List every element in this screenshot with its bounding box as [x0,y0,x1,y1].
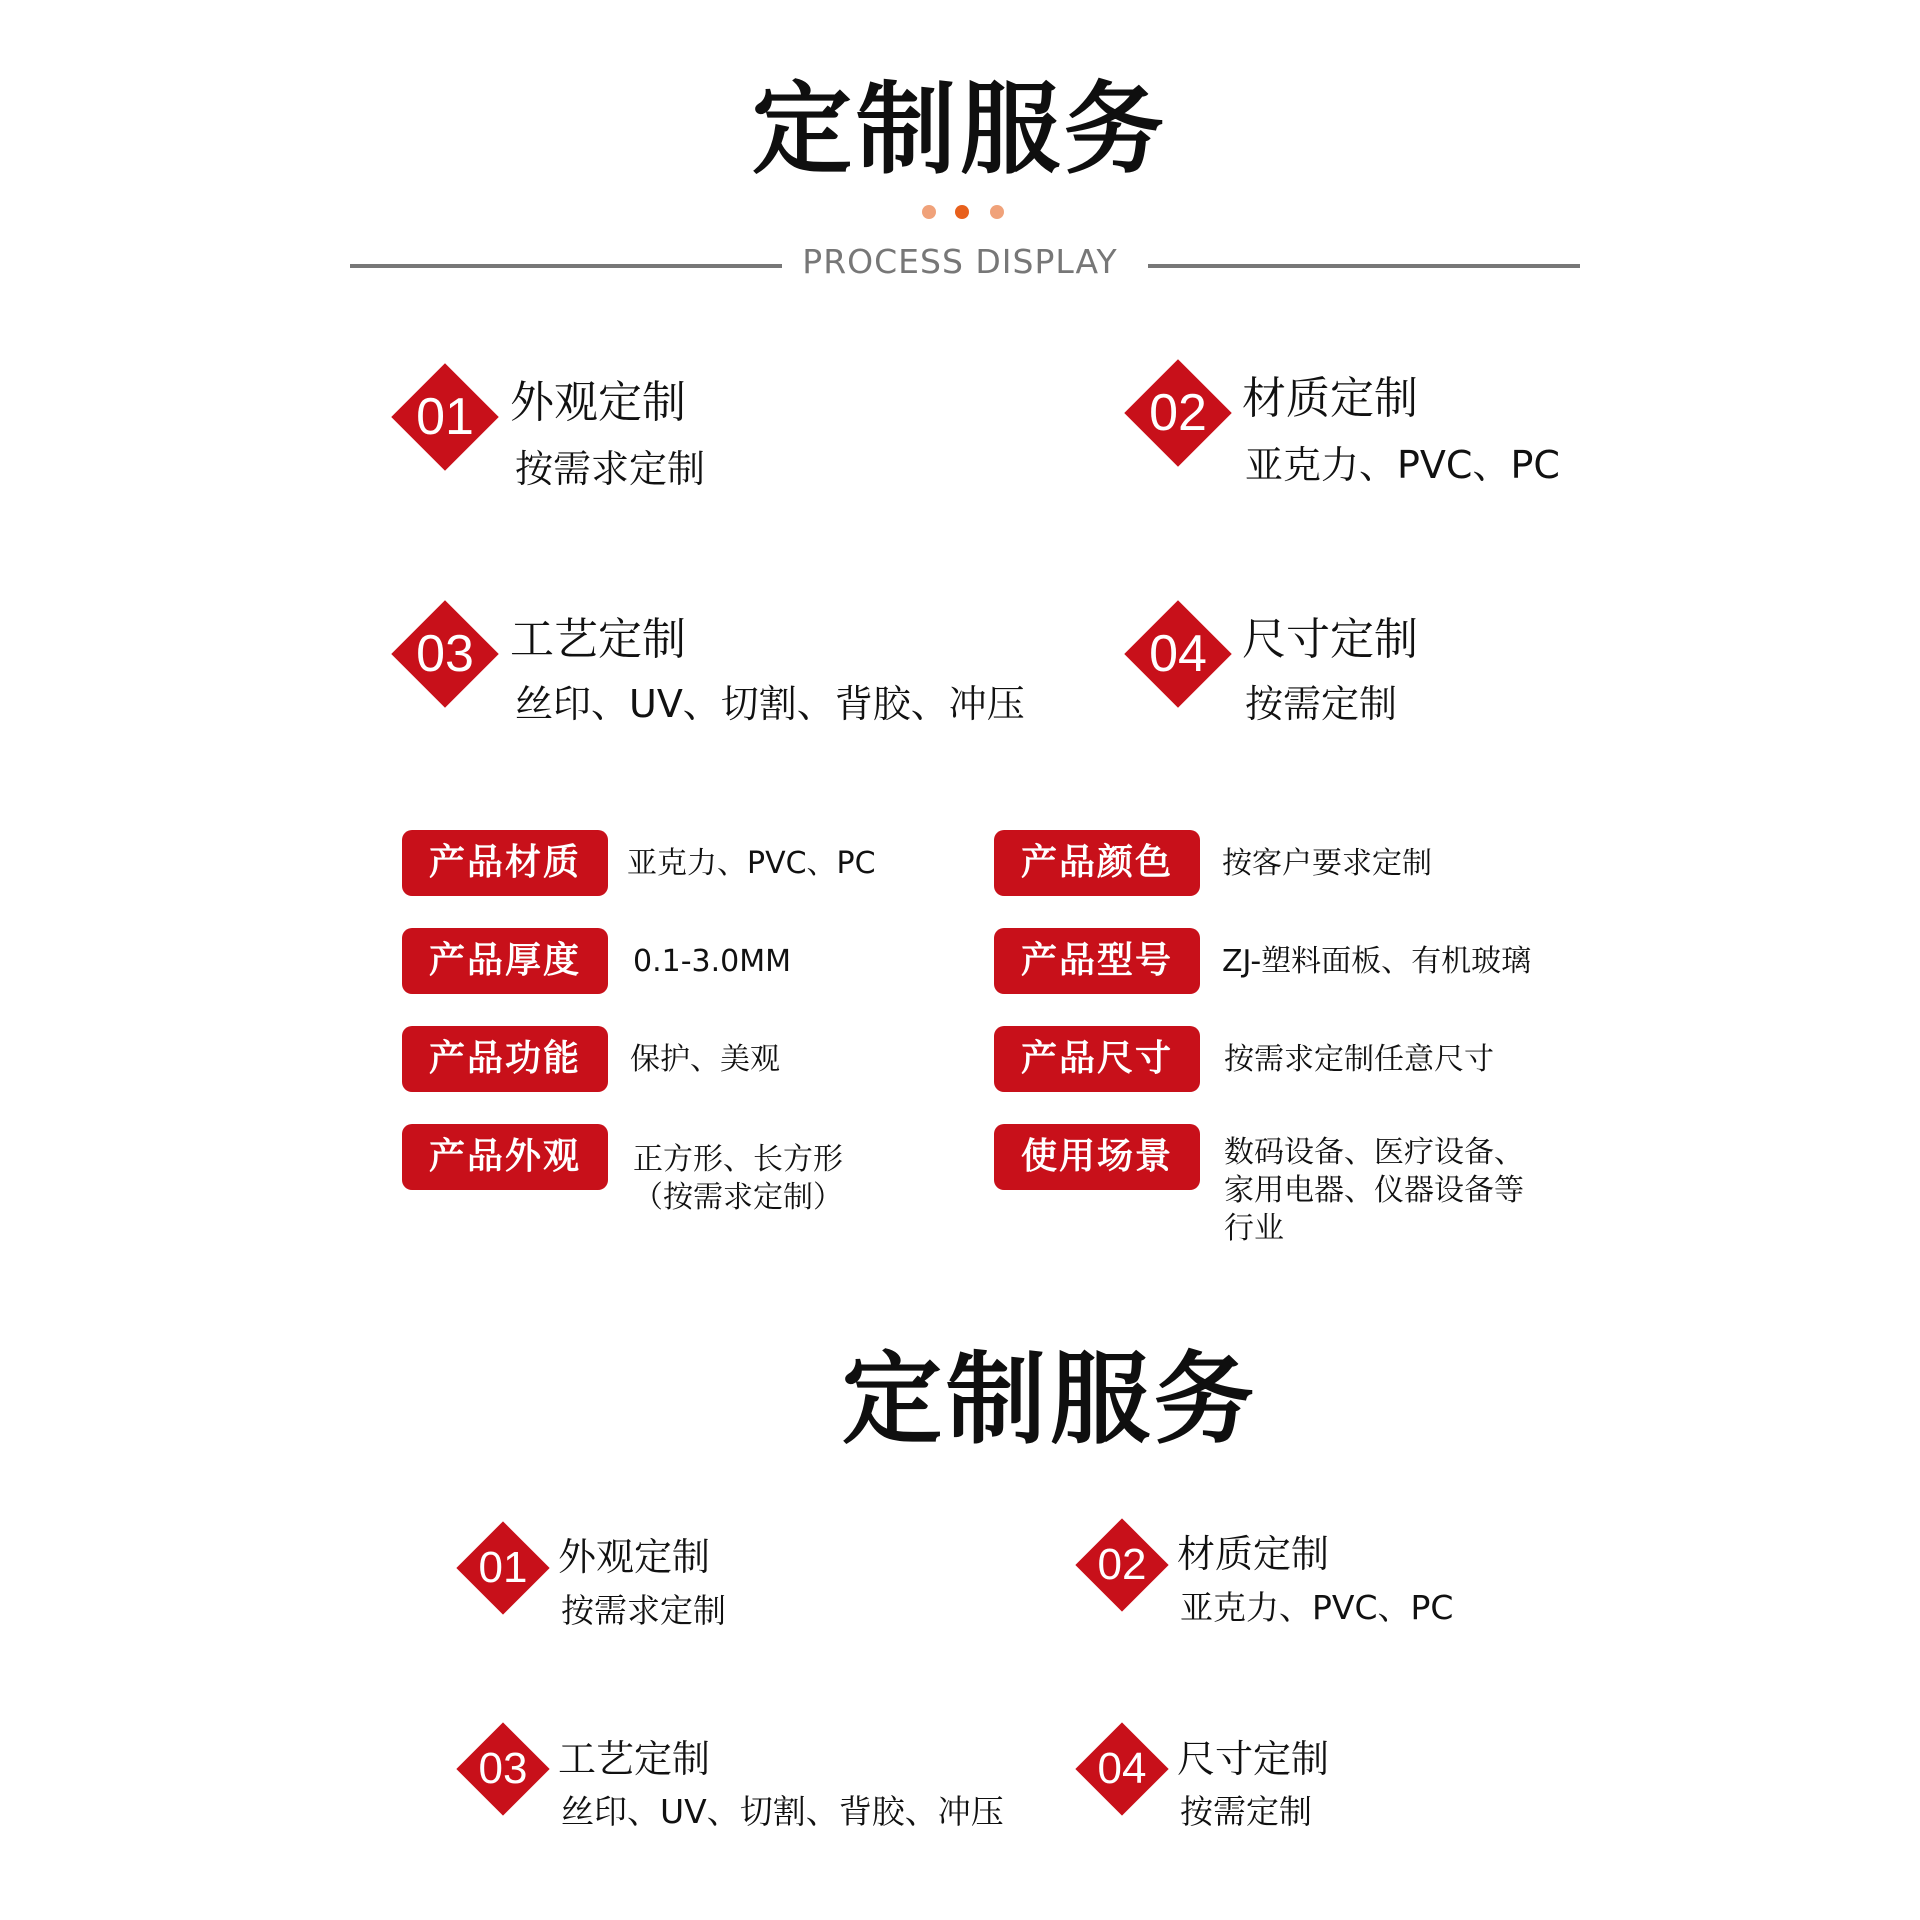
divider-right [1148,264,1580,268]
feature-title: 外观定制 [510,377,686,428]
feature-number: 03 [416,625,474,683]
feature-number: 03 [478,1744,528,1793]
feature-number: 04 [1097,1744,1147,1793]
feature-desc: 按需定制 [1245,682,1398,726]
spec-label: 产品厚度 [402,928,608,994]
section-title: 定制服务 [842,1341,1258,1458]
feature-desc: 按需求定制 [515,447,706,491]
feature-title: 外观定制 [558,1535,711,1579]
feature-title: 材质定制 [1242,373,1418,424]
spec-label: 产品尺寸 [994,1026,1200,1092]
spec-value-line: 家用电器、仪器设备等 [1224,1173,1524,1208]
feature-title: 材质定制 [1177,1532,1330,1576]
feature-number: 01 [416,388,474,446]
spec-value: 保护、美观 [630,1042,780,1077]
spec-value: 按需求定制任意尺寸 [1224,1042,1494,1077]
feature-number: 02 [1097,1540,1147,1589]
feature-desc: 按需求定制 [561,1591,726,1630]
spec-value: 按客户要求定制 [1222,846,1432,881]
page-subtitle: PROCESS DISPLAY [802,242,1118,281]
spec-label: 产品颜色 [994,830,1200,896]
feature-title: 尺寸定制 [1242,614,1418,665]
feature-desc: 亚克力、PVC、PC [1180,1588,1454,1627]
spec-value: ZJ-塑料面板、有机玻璃 [1222,944,1532,979]
feature-desc: 丝印、UV、切割、背胶、冲压 [515,682,1025,726]
decorative-dot-active [955,205,969,219]
decorative-dot [922,205,936,219]
spec-value: 0.1-3.0MM [633,944,792,979]
feature-desc: 亚克力、PVC、PC [1245,443,1560,487]
feature-number: 02 [1149,384,1207,442]
spec-label: 产品外观 [402,1124,608,1190]
spec-value-line: （按需求定制） [633,1180,843,1215]
spec-label: 产品材质 [402,830,608,896]
feature-title: 工艺定制 [510,614,686,665]
decorative-dot [990,205,1004,219]
page-title: 定制服务 [752,71,1168,188]
spec-label: 产品功能 [402,1026,608,1092]
spec-label: 使用场景 [994,1124,1200,1190]
feature-desc: 丝印、UV、切割、背胶、冲压 [561,1792,1004,1831]
spec-value: 亚克力、PVC、PC [627,846,876,881]
divider-left [350,264,782,268]
spec-value-line: 行业 [1224,1211,1284,1246]
feature-number: 04 [1149,625,1207,683]
feature-desc: 按需定制 [1180,1792,1312,1831]
feature-title: 工艺定制 [558,1737,711,1781]
feature-number: 01 [478,1543,528,1592]
spec-value-line: 数码设备、医疗设备、 [1224,1135,1524,1170]
spec-label: 产品型号 [994,928,1200,994]
spec-value-line: 正方形、长方形 [633,1142,843,1177]
feature-title: 尺寸定制 [1177,1737,1330,1781]
